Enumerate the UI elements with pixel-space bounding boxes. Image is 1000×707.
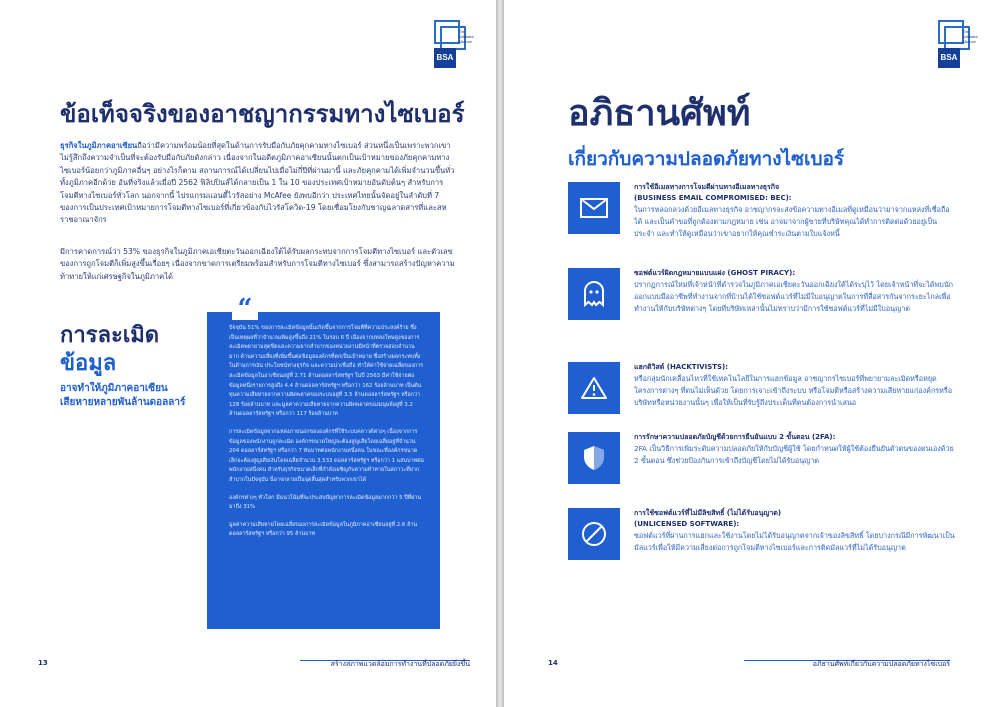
quote-paragraph: องค์กรต่างๆ ทั่วโลก มีแนวโน้มที่จะประสบปัญหาการละเมิดข้อมูลมากกว่า 5 ปีที่ผ่านมาถึง 31% [229, 494, 422, 511]
term-heading: แฮกติวิสต์ (HACKTIVISTS): [634, 363, 729, 371]
breach-subheading [60, 382, 185, 410]
quote-paragraph: ปัจจุบัน 51% ของการละเมิดข้อมูลนั้นเกิดขึ้นจากการโจมตีที่ความประสงค์ร้าย ซึ่งเป็นเหตุผลที่ว่าจำนวนเพิ่มสูงขึ้นถึง 21% ในรอบ 6 ปี เนื่องจากบทลงโทษสูงของการละเมิดพยายามสุดขีดและความยากลำบากของหน่วยงานมีหน้าที่ตรวจสอบจำนวนมาก ด้านความเสี่ยงที่เพิ่มขึ้นต่อข้อมูลองค์กรที่ตกเป็นเป้าหมาย ซึ่งสร้างผลกระทบทั้งในด้านการเงิน ประโยชน์ทางธุรกิจ และความน่าเชื่อถือ ทำให้ค่าใช้จ่ายเฉลี่ยของการละเมิดข้อมูลในอาเซียนอยู่ที่ 2.71 ล้านดอลลาร์สหรัฐฯ ในปี 2563 มีค่าใช้จ่ายต่อข้อมูลหนึ่งรายการสูงถึง 4.4 ล้านดอลลาร์สหรัฐฯ หรือกว่า 162 ร้อยล้านบาท เป็นต้นทุนความเสียหายจากความผิดพลาดของระบบอยู่ที่ 3.5 ล้านดอลลาร์สหรัฐฯ หรือกว่า 128 ร้อยล้านบาท และมูลค่าความเสียหายจากความผิดพลาดของมนุษย์อยู่ที่ 3.2 ล้านดอลลาร์สหรัฐฯ หรือกว่า 117 ร้อยล้านบาท [229, 325, 424, 418]
breach-subheading-line2: เสียหายหลายพันล้านดอลลาร์ [60, 397, 186, 408]
right-page [504, 0, 1000, 707]
breach-heading-line2: ข้อมูล [60, 351, 117, 376]
term-heading-en: (UNLICENSED SOFTWARE): [634, 520, 740, 528]
term-body [634, 268, 956, 315]
intro-body: ถือว่ามีความพร้อมน้อยที่สุดในด้านการรับมือกับภัยคุกคามทางไซเบอร์ ส่วนหนึ่งเป็นเพราะพวกเขาไม่รู้สึกถึงความจำเป็นที่จะต้องรับมือกับภัยดังกล่าว เนื่องจากในอดีตภูมิภาคอาเซียนนั้นตกเป็นเป้าหมายของภัยคุกคามทางไซเบอร์น้อยกว่าภูมิภาคอื่นๆ อย่างไรก็ตาม สถานการณ์ได้เปลี่ยนไปเมื่อไม่กี่ปีที่ผ่านมานี้ และภัยคุกคามได้เพิ่มจำนวนขึ้นทั่วทั้งภูมิภาคอีกด้วย อันที่จริงแล้วเมื่อปี 2562 ฟิลิปปินส์ได้กลายเป็น 1 ใน 10 ของประเทศเป้าหมายอันดับต้นๆ สำหรับการโจมตีทางไซเบอร์ทั่วโลก นอกจากนี้ ไปรแกรมแอนตี้ไวรัสอย่าง McAfee ยังพบอีกว่า ประเทศไทยนั้นจัดอยู่ในลำดับที่ 7 ของการเป็นประเทศเป้าหมายการโจมตีทางไซเบอร์ที่เกี่ยวข้องกับไวรัสโควิด-19 โดยเชื่อมโยงกับชาญฉลาดสารที่และสหราชอาณาจักร [60, 141, 455, 225]
warning-icon [568, 362, 620, 414]
logo-tagline: The Software Alliance [458, 29, 474, 44]
intro-lead: ธุรกิจในภูมิภาคอาเซียน [60, 141, 138, 150]
term-body [634, 362, 956, 409]
logo-mark: BSA [938, 48, 960, 68]
glossary-title: อภิธานศัพท์ [568, 93, 751, 134]
envelope-icon [568, 182, 620, 234]
term-body [634, 508, 956, 554]
logo-mark: BSA [434, 48, 456, 68]
glossary-term-unlicensed-software [568, 508, 968, 578]
page-title: ข้อเท็จจริงของอาชญากรรมทางไซเบอร์ [60, 100, 465, 128]
term-definition: ปรากฏการณ์ใหม่ที่เจ้าหน้าที่ตำรวจในภูมิภาคเอเชียตะวันออกเฉียงใต้ได้ระบุไว้ โดยเจ้าหน้าที่จะได้พบนักออกแบบมืออาชีพที่ทำงานจากที่บ้านได้ใช้ซอฟต์แวร์ที่ไม่มีใบอนุญาตในการที่สื่อสารกันจากระยะไกลเพื่อทำงานให้กับบริษัทต่างๆ โดยที่บริษัทเหล่านั้นไม่ทราบว่ามีการใช้ซอฟต์แวร์ที่ไม่มีใบอนุญาต [634, 280, 954, 313]
left-page [0, 0, 496, 707]
quote-box [207, 312, 440, 629]
shield-icon [568, 432, 620, 484]
bsa-logo [938, 20, 982, 70]
footer-title: สร้างสภาพแวดล้อมการทำงานที่ปลอดภัยยิ่งขึ้น [330, 660, 470, 668]
term-heading: ซอฟต์แวร์ผิดกฎหมายแบบแฝง (GHOST PIRACY): [634, 269, 796, 277]
breach-subheading-line1: อาจทำให้ภูมิภาคอาเซียน [60, 383, 168, 394]
page-number: 14 [548, 659, 558, 667]
term-heading: การใช้ซอฟต์แวร์ที่ไม่มีลิขสิทธิ์ (ไม่ได้รับอนุญาต) [634, 509, 782, 517]
page-number: 13 [38, 659, 48, 667]
term-definition: ซอฟต์แวร์ที่ผ่านการแฮกและใช้งานโดยไม่ได้รับอนุญาตจากเจ้าของลิขสิทธิ์ โดยบางกรณีมีการพัฒนาเป็นมัลแวร์เพื่อให้มีความเสี่ยงต่อการถูกโจมตีทางไซเบอร์และการติดมัลแวร์ที่ไม่ได้รับอนุญาต [634, 531, 955, 552]
footer-title: อภิธานศัพท์เกี่ยวกับความปลอดภัยทางไซเบอร์ [812, 660, 950, 668]
term-heading-en: (BUSINESS EMAIL COMPROMISED: BEC): [634, 194, 792, 202]
glossary-term-bec [568, 182, 968, 252]
term-definition: หรือกลุ่มนักเคลื่อนไหวที่ใช้เทคโนโลยีในการแฮกข้อมูล อาชญากรไซเบอร์ที่พยายามละเมิดหรือหยุดโครงการต่างๆ ที่ตนไม่เห็นด้วย โดยการเจาะเข้าถึงระบบ หรือโจมตีหรือสร้างความเสียหายแก่องค์กรหรือบริษัทหรือหน่วยงานนั้นๆ เพื่อให้เป็นที่รับรู้ถึงประเด็นที่ตนต้องการนำเสนอ [634, 374, 953, 407]
quote-mark-icon: “ [232, 294, 258, 320]
intro-paragraph [60, 140, 455, 227]
breach-heading-line1: การละเมิด [60, 323, 160, 348]
book-gutter [496, 0, 504, 707]
second-paragraph: มีการคาดการณ์ว่า 53% ของธุรกิจในภูมิภาคเอเชียตะวันออกเฉียงใต้ได้รับผลกระทบจากการโจมตีทางไซเบอร์ และตัวเลขของการถูกโจมตีก็เพิ่มสูงขึ้นเรื่อยๆ เนื่องจากขาดการเตรียมพร้อมสำหรับการโจมตีทางไซเบอร์ ซึ่งสามารถสร้างปัญหาความท้าทายให้แก่เศรษฐกิจในภูมิภาคได้ [60, 247, 455, 281]
prohibited-icon [568, 508, 620, 560]
term-body [634, 182, 956, 240]
term-definition: ในการหลอกลวงด้วยอีเมลทางธุรกิจ อาชญากรจะส่งข้อความทางอีเมลที่ดูเหมือนว่ามาจากแหล่งที่เชื่อถือได้ และเป็นคำขอที่ถูกต้องตามกฎหมาย เช่น อาจมาจากผู้ขายที่บริษัทคุณได้ทำการติดต่อด้วยอยู่เป็นประจำ และทำให้ดูเหมือนว่าเขาอยากให้คุณชำระเงินตามใบแจ้งหนี้ [634, 205, 950, 238]
glossary-subtitle: เกี่ยวกับความปลอดภัยทางไซเบอร์ [568, 148, 845, 170]
breach-heading [60, 322, 159, 378]
logo-tagline: The Software Alliance [962, 29, 978, 44]
glossary-term-2fa [568, 432, 968, 502]
term-body [634, 432, 956, 467]
glossary-term-hacktivists [568, 362, 968, 432]
ghost-icon [568, 268, 620, 320]
term-definition: 2FA เป็นวิธีการเพิ่มระดับความปลอดภัยให้กับบัญชีผู้ใช้ โดยกำหนดให้ผู้ใช้ต้องยืนยันตัวตนของตนเองด้วย 2 ขั้นตอน ซึ่งช่วยป้องกันการเข้าถึงบัญชีโดยไม่ได้รับอนุญาต [634, 444, 954, 465]
glossary-term-ghost-piracy [568, 268, 968, 338]
quote-paragraph: การละเมิดข้อมูลจากแหล่งภายนอกขององค์กรที่ใช้ระบบคลาวด์ต่างๆ เนื่องจากการข้อมูลของพนักงานถูกละเมิด องค์กรขนาดใหญ่จะต้องสูญเสียโดยเฉลี่ยอยู่ที่จำนวน 204 ดอลลาร์สหรัฐฯ หรือกว่า 7 พันบาทต่อพนักงานหนึ่งคน ในขณะที่องค์กรขนาดเล็กจะต้องสูญเสียเงินโดยเฉลี่ยจำนวน 3,533 ดอลลาร์สหรัฐฯ หรือกว่า 1 แสนบาทต่อพนักงานหนึ่งคน สำหรับธุรกิจขนาดเล็กที่กำลังเผชิญกับความท้าทายในสภาวะที่ยากลำบากในปัจจุบัน นี่อาจกลายเป็นจุดสิ้นสุดสำหรับพวกเขาได้ [229, 428, 424, 483]
quote-paragraph: มูลค่าความเสียหายโดยเฉลี่ยของการละเมิดข้อมูลในภูมิภาคอาเซียนอยู่ที่ 2.6 ล้านดอลลาร์สหรัฐฯ หรือกว่า 95 ล้านบาท [229, 521, 418, 538]
term-heading: การใช้อีเมลทางการโจมตีผ่านทางอีเมลทางธุรกิจ [634, 183, 780, 191]
bsa-logo [434, 20, 478, 70]
term-heading: การรักษาความปลอดภัยบัญชีด้วยการยืนยันแบบ 2 ขั้นตอน (2FA): [634, 433, 836, 441]
